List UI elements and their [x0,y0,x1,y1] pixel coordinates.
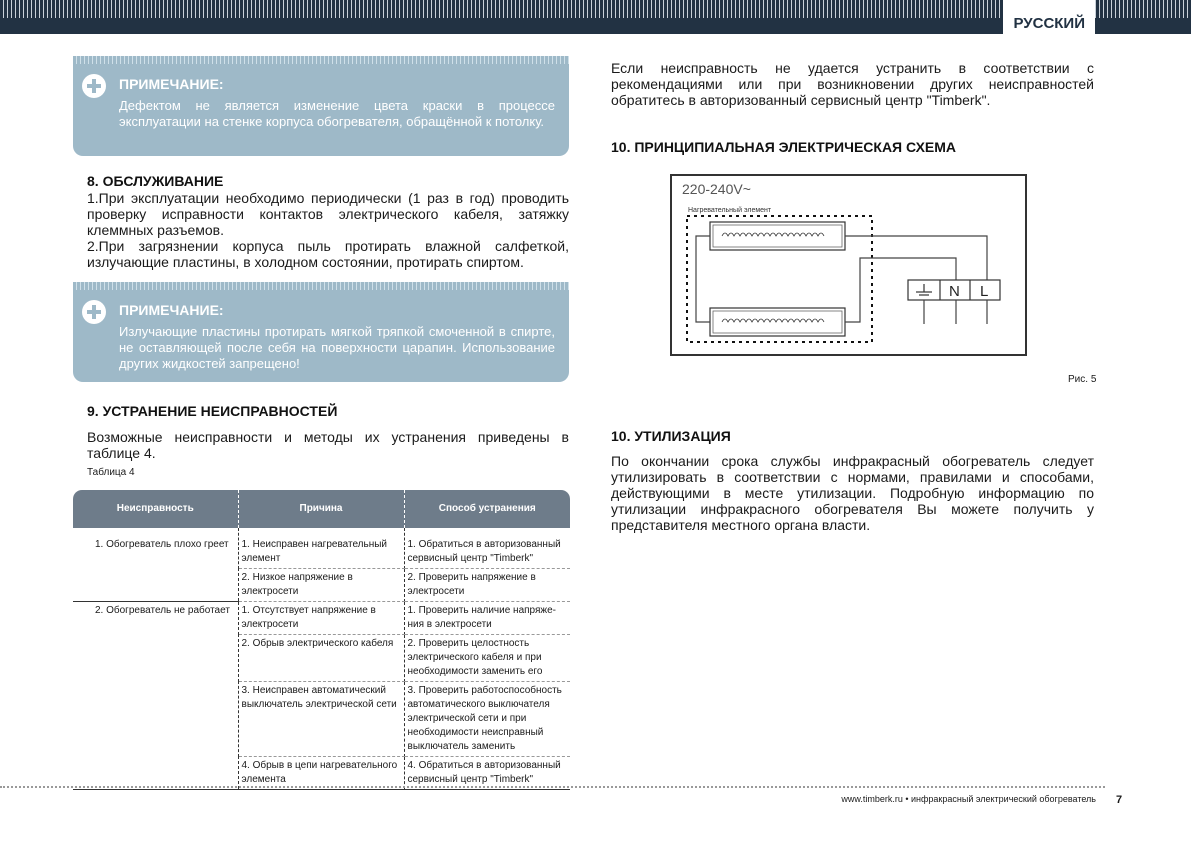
table-cell: 3. Проверить работоспособность автоматического выключателя электрической сети и при необходимости неисправный выключатель заменить [404,682,570,757]
schema-voltage: 220-240V~ [682,181,751,197]
footer-divider [0,786,1105,788]
schema-frame [671,175,1026,355]
table-row [73,528,570,569]
table-caption: Таблица 4 [87,467,135,478]
section-8-paragraph-1: 1.При эксплуатации необходимо периодически (1 раз в год) проводить проверку исправности контактов электрического кабеля, затяжку клеммных разъемов. [87,190,569,238]
header-bar [0,0,1191,34]
table-header: Способ устранения [404,490,570,528]
table-cell: 2. Проверить напряжение в электросети [404,569,570,602]
note-title: ПРИМЕЧАНИЕ: [119,76,224,92]
plus-icon [82,74,106,98]
note-box-1 [73,56,569,156]
table-cell: 4. Обратиться в авторизованный сервисный центр "Timberk" [404,757,570,790]
table-header: Причина [238,490,404,528]
table-row [73,602,570,635]
section-10-schema-title: 10. ПРИНЦИПИАЛЬНАЯ ЭЛЕКТРИЧЕСКАЯ СХЕМА [611,139,957,155]
electrical-schema [670,174,1027,356]
table-cell: 1. Проверить наличие напряже- ния в электросети [404,602,570,635]
note-stripes [73,56,569,64]
figure-caption: Рис. 5 [1068,374,1097,385]
right-intro: Если неисправность не удается устранить в соответствии с рекомендациями или при возникновении других неисправностей обратитесь в авторизованный сервисный центр "Timberk". [611,60,1094,108]
table-cell: 2. Низкое напряжение в электросети [238,569,404,602]
language-label: РУССКИЙ [1003,0,1095,34]
section-8-paragraph-2: 2.При загрязнении корпуса пыль протирать влажной салфеткой, излучающие пластины, в холодном состоянии, протирать спиртом. [87,238,569,270]
page-number: 7 [1116,794,1123,806]
table-cell-fault: 2. Обогреватель не работает [73,602,238,790]
note-text: Излучающие пластины протирать мягкой тряпкой смоченной в спирте, не оставляющей после себя на поверхности царапин. Использование других жидкостей запрещено! [119,324,555,371]
section-9-intro: Возможные неисправности и методы их устранения приведены в таблице 4. [87,429,569,461]
section-8-title: 8. ОБСЛУЖИВАНИЕ [87,173,224,189]
schema-element-label: Нагревательный элемент [688,207,772,214]
section-9-title: 9. УСТРАНЕНИЕ НЕИСПРАВНОСТЕЙ [87,403,338,419]
table-header-row [73,490,570,528]
note-stripes [73,282,569,290]
section-10-disposal-title: 10. УТИЛИЗАЦИЯ [611,428,731,444]
table-cell: 2. Проверить целостность электрического кабеля и при необходимости заменить его [404,635,570,682]
terminal-l: L [980,283,989,300]
table-header: Неисправность [73,490,238,528]
table-cell: 3. Неисправен автоматический выключатель электрической сети [238,682,404,757]
note-title: ПРИМЕЧАНИЕ: [119,302,224,318]
note-text: Дефектом не является изменение цвета краски в процессе эксплуатации на стенке корпуса обогревателя, обращённой к потолку. [119,98,555,129]
disposal-paragraph: По окончании срока службы инфракрасный обогреватель следует утилизировать в соответствии с нормами, правилами и способами, действующими в месте утилизации. Подробную информацию по утилизации инфракрасного обогревателя Вы можете получить у представителя местного органа власти. [611,453,1094,533]
table-cell: 1. Обратиться в авторизованный сервисный центр "Timberk" [404,528,570,569]
note-box-2 [73,282,569,382]
table-cell: 2. Обрыв электрического кабеля [238,635,404,682]
footer-text: www.timberk.ru • инфракрасный электрический обогреватель [841,794,1096,804]
plus-icon [82,300,106,324]
fault-table [73,490,570,790]
table-cell: 1. Отсутствует напряжение в электросети [238,602,404,635]
table-cell-fault: 1. Обогреватель плохо греет [73,528,238,602]
terminal-n: N [949,283,960,300]
table-cell: 1. Неисправен нагревательный элемент [238,528,404,569]
table-cell: 4. Обрыв в цепи нагревательного элемента [238,757,404,790]
